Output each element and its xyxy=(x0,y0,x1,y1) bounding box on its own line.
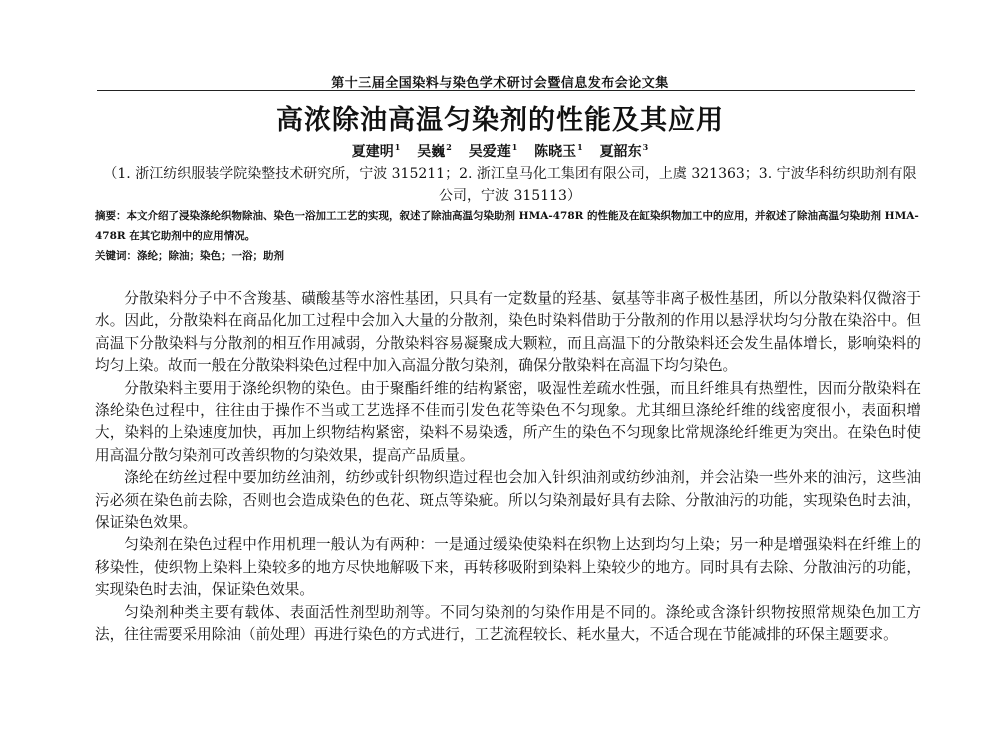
author xyxy=(600,144,649,160)
running-header: 第十三届全国染料与染色学术研讨会暨信息发布会论文集 xyxy=(331,76,669,91)
keywords-label: 关键词： xyxy=(95,250,137,262)
author-name: 陈晓玉 xyxy=(534,144,577,160)
author-affiliation-mark: 1 xyxy=(577,142,583,153)
body-paragraph: 匀染剂种类主要有载体、表面活性剂型助剂等。不同匀染剂的匀染作用是不同的。涤纶或含涤针织物按照常规染色加工方法，往往需要采用除油（前处理）再进行染色的方式进行，工艺流程较长、耗水量大，不适合现在节能减排的环保主题要求。 xyxy=(95,603,921,644)
author xyxy=(352,144,401,160)
header-rule xyxy=(97,90,915,91)
author-affiliation-mark: 1 xyxy=(394,142,401,153)
author-name: 夏建明 xyxy=(351,144,394,160)
author-name: 吴巍 xyxy=(417,144,446,160)
body-paragraph: 涤纶在纺丝过程中要加纺丝油剂，纺纱或针织物织造过程也会加入针织油剂或纺纱油剂，并会沾染一些外来的油污，这些油污必须在染色前去除，否则也会造成染色的色花、斑点等染疵。所以匀染剂最好具有去除、分散油污的功能，实现染色时去油，保证染色效果。 xyxy=(95,469,921,532)
author-name: 吴爱莲 xyxy=(468,144,511,160)
author-list xyxy=(0,141,1000,161)
paper-title: 高浓除油高温匀染剂的性能及其应用 xyxy=(276,105,724,136)
keywords-text: 涤纶；除油；染色；一浴；助剂 xyxy=(137,250,284,262)
author-name: 夏韶东 xyxy=(599,144,642,160)
keywords xyxy=(95,246,920,266)
affiliations: （1. 浙江纺织服装学院染整技术研究所，宁波 315211；2. 浙江皇马化工集团有限公司，上虞 321363；3. 宁波华科纺织助剂有限公司，宁波 315113） xyxy=(103,166,917,204)
body-text xyxy=(95,288,921,647)
author-affiliation-mark: 2 xyxy=(446,142,452,153)
body-paragraph: 分散染料主要用于涤纶织物的染色。由于聚酯纤维的结构紧密，吸湿性差疏水性强，而且纤维具有热塑性，因而分散染料在涤纶染色过程中，往往由于操作不当或工艺选择不佳而引发色花等染色不匀现象。尤其细旦涤纶纤维的线密度很小，表面积增大，染料的上染速度加快，再加上织物结构紧密，染料不易染透，所产生的染色不匀现象比常规涤纶纤维更为突出。在染色时使用高温分散匀染剂可改善织物的匀染效果，提高产品质量。 xyxy=(95,379,921,464)
author-affiliation-mark: 1 xyxy=(511,142,518,153)
author xyxy=(534,144,583,160)
body-paragraph: 分散染料分子中不含羧基、磺酸基等水溶性基团，只具有一定数量的羟基、氨基等非离子极性基团，所以分散染料仅微溶于水。因此，分散染料在商品化加工过程中会加入大量的分散剂，染色时染料借助于分散剂的作用以悬浮状均匀分散在染浴中。但高温下分散染料与分散剂的相互作用减弱，分散染料容易凝聚成大颗粒，而且高温下的分散染料还会发生晶体增长，影响染料的均匀上染。故而一般在分散染料染色过程中加入高温分散匀染剂，确保分散染料在高温下均匀染色。 xyxy=(95,290,921,375)
author xyxy=(417,144,452,160)
author xyxy=(469,144,518,160)
abstract-label: 摘要： xyxy=(95,210,127,222)
abstract xyxy=(95,206,920,246)
author-affiliation-mark: 3 xyxy=(642,142,649,153)
abstract-text: 本文介绍了浸染涤纶织物除油、染色一浴加工工艺的实现，叙述了除油高温匀染助剂 HMA-478R 的性能及在缸染织物加工中的应用，并叙述了除油高温匀染助剂 HMA-478R 在其它助剂中的应用情况。 xyxy=(95,210,919,242)
body-paragraph: 匀染剂在染色过程中作用机理一般认为有两种：一是通过缓染使染料在织物上达到均匀上染；另一种是增强染料在纤维上的移染性，使织物上染料上染较多的地方尽快地解吸下来，再转移吸附到染料上染较少的地方。同时具有去除、分散油污的功能，实现染色时去油，保证染色效果。 xyxy=(95,536,921,599)
